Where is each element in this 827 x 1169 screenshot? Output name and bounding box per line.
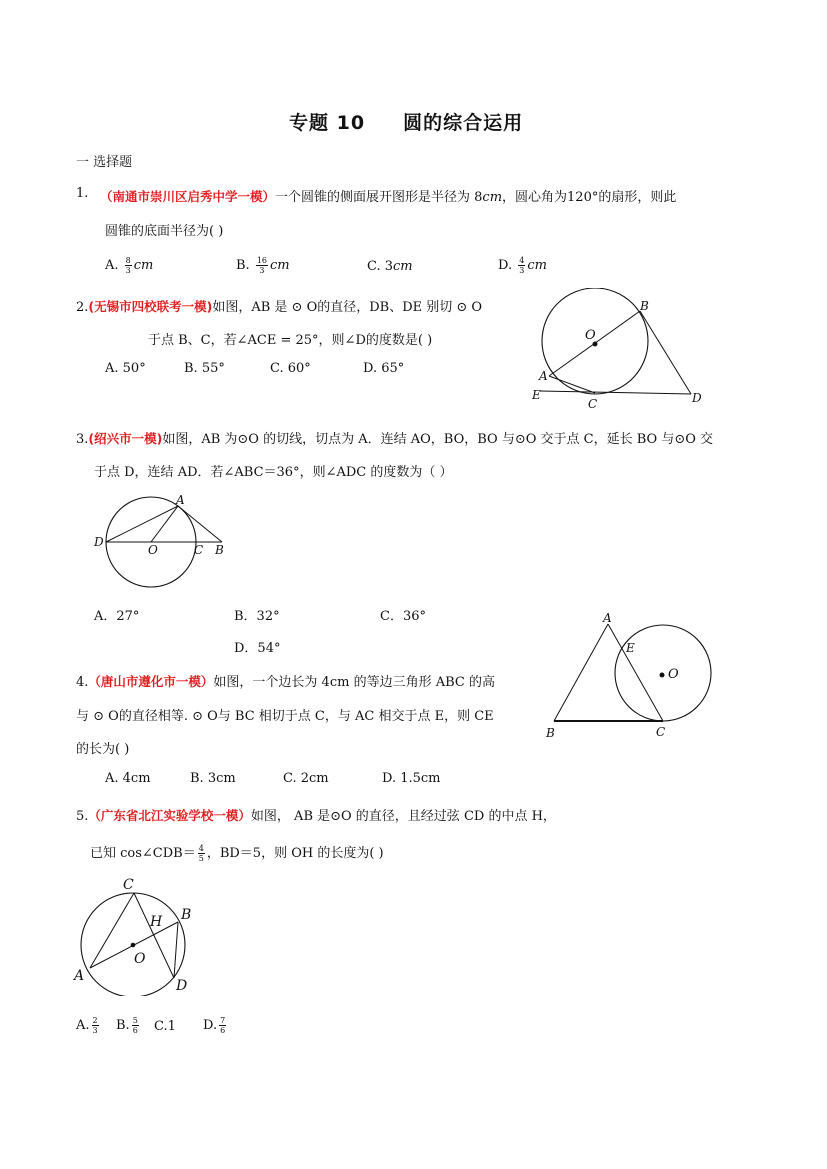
label-o: O [585,328,596,343]
question-1-stem: （南通市崇川区启秀中学一模）一个圆锥的侧面展开图形是半径为 8cm，圆心角为120°的扇形，则此 [100,189,677,205]
option-d[interactable]: D. $\frac{7}{6}$ [203,1016,226,1035]
option-b[interactable]: B. $\frac{16}{3}$ cm [236,256,290,275]
label-d: D [94,535,104,549]
question-4-stem-cont: 与 ⊙ O的直径相等. ⊙ O与 BC 相切于点 C，与 AC 相交于点 E，则 CE [76,709,494,724]
option-a[interactable]: A. 50° [105,361,146,376]
question-1-stem-cont: 圆锥的底面半径为( ) [105,224,224,239]
label-h: H [150,914,163,930]
label-o: O [668,667,679,682]
label-a: A [176,493,185,507]
question-3-stem: 3.(绍兴市一模)如图，AB 为⊙O 的切线，切点为 A．连结 AO，BO，BO 与⊙O 交于点 C，延长 BO 与⊙O 交 [76,431,713,447]
option-a[interactable]: A. 4cm [105,771,151,786]
label-a: A [539,369,548,383]
question-4-stem-cont-2: 的长为( ) [76,742,130,757]
question-5-figure [72,872,202,996]
label-c: C [588,397,598,411]
question-4-figure [540,610,720,742]
question-number: 1. [76,186,89,201]
label-c: C [194,543,204,557]
question-5-stem-cont: 已知 cos∠CDB＝ $\frac{4}{5}$ ，BD＝5，则 OH 的长度为( ) [90,844,384,863]
question-source: （唐山市遵化市一模） [88,674,214,689]
question-4-stem: 4.（唐山市遵化市一模）如图，一个边长为 4cm 的等边三角形 ABC 的高 [76,674,495,690]
section-heading: 一 选择题 [76,155,133,170]
option-c[interactable]: C. 60° [270,361,311,376]
label-a: A [74,968,85,984]
option-a[interactable]: A. $\frac{2}{3}$ [76,1016,98,1035]
option-d[interactable]: D. 1.5cm [382,771,441,786]
option-d[interactable]: D．54° [234,641,281,656]
option-c[interactable]: C. 2cm [283,771,329,786]
question-5-stem: 5.（广东省北江实验学校一模）如图， AB 是⊙O 的直径，且经过弦 CD 的中点 H， [76,808,556,824]
option-b[interactable]: B. 55° [184,361,225,376]
label-e: E [626,641,635,655]
label-d: D [176,978,188,994]
option-c[interactable]: C.1 [154,1019,176,1034]
question-2-stem: 2.(无锡市四校联考一模)如图，AB 是 ⊙ O的直径，DB、DE 别切 ⊙ O [76,299,483,315]
label-o: O [148,543,158,557]
question-2-stem-cont: 于点 B、C，若∠ACE = 25°，则∠D的度数是( ) [148,333,433,348]
option-a[interactable]: A．27° [94,609,140,624]
question-2-figure [528,288,708,412]
label-e: E [532,388,541,402]
label-b: B [181,907,192,923]
option-c[interactable]: C. 3cm [367,259,413,274]
label-d: D [692,391,702,405]
question-source: (绍兴市一模) [88,431,163,446]
option-d[interactable]: D. $\frac{4}{3}$ cm [498,256,547,275]
question-3-figure [90,490,230,588]
option-b[interactable]: B. $\frac{5}{6}$ [116,1016,138,1035]
label-b: B [640,299,649,313]
option-d[interactable]: D. 65° [363,361,405,376]
option-a[interactable]: A. $\frac{8}{3}$ cm [105,256,154,275]
question-source: (无锡市四校联考一模) [88,299,213,314]
option-b[interactable]: B. 3cm [190,771,236,786]
label-o: O [134,951,146,967]
page-title: 专题 10 圆的综合运用 [289,112,524,134]
label-c: C [123,877,134,893]
label-b: B [546,726,555,740]
label-c: C [656,725,666,739]
question-source: （广东省北江实验学校一模） [88,808,251,823]
option-b[interactable]: B．32° [234,609,280,624]
question-3-stem-cont: 于点 D，连结 AD．若∠ABC＝36°，则∠ADC 的度数为（ ） [94,465,453,480]
label-a: A [603,611,612,625]
label-b: B [215,543,224,557]
question-source: （南通市崇川区启秀中学一模） [100,189,276,204]
option-c[interactable]: C．36° [380,609,426,624]
